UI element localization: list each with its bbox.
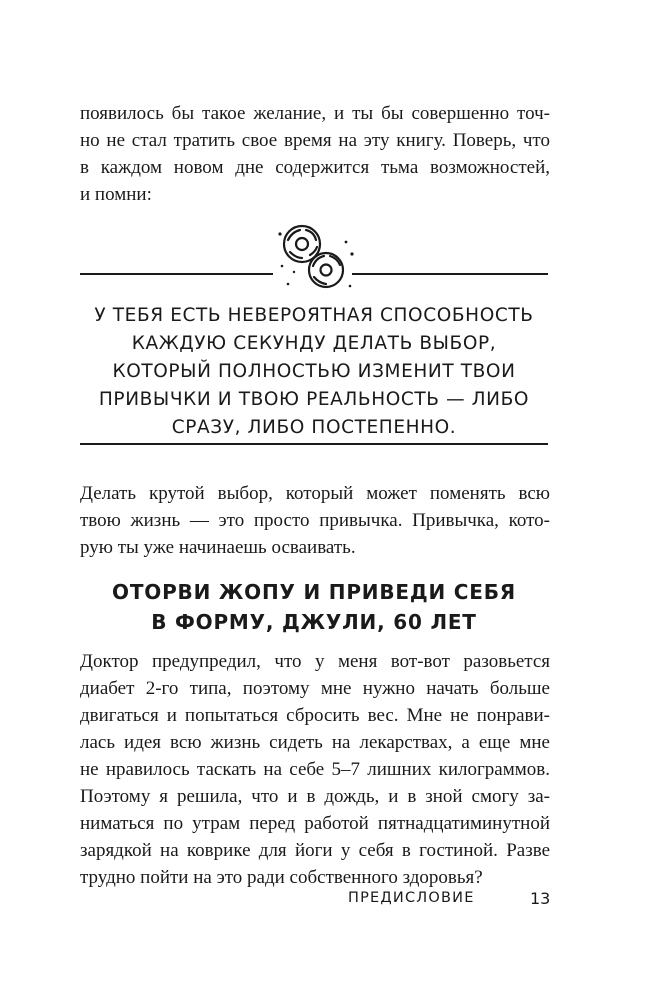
text-line: диабет 2-го типа, поэтому мне нужно начать больше [80, 678, 550, 699]
heading-line: В ФОРМУ, ДЖУЛИ, 60 ЛЕТ [151, 610, 477, 634]
text-line: ниматься по утрам перед работой пятнадцатиминутной [80, 813, 550, 834]
text-line: зарядкой на коврике для йоги у себя в гостиной. Разве [80, 840, 550, 861]
quote-line: КОТОРЫЙ ПОЛНОСТЬЮ ИЗМЕНИТ ТВОИ [112, 361, 516, 382]
quote-line: ПРИВЫЧКИ И ТВОЮ РЕАЛЬНОСТЬ — ЛИБО [98, 389, 530, 410]
text-line: рую ты уже начинаешь осваивать. [80, 537, 356, 558]
highlight-quote [80, 302, 548, 442]
text-line: Делать крутой выбор, который может поменять всю [80, 483, 550, 504]
page-number: 13 [530, 889, 551, 908]
paragraph-intro [80, 100, 550, 208]
paragraph-choice [80, 480, 550, 561]
heading-line: ОТОРВИ ЖОПУ И ПРИВЕДИ СЕБЯ [112, 580, 516, 604]
quote-line: КАЖДУЮ СЕКУНДУ ДЕЛАТЬ ВЫБОР, [131, 333, 497, 354]
paragraph-story [80, 648, 550, 891]
quote-line: СРАЗУ, ЛИБО ПОСТЕПЕННО. [171, 417, 457, 438]
quote-line: У ТЕБЯ ЕСТЬ НЕВЕРОЯТНАЯ СПОСОБНОСТЬ [94, 305, 534, 326]
text-line: но не стал тратить свое время на эту книгу. Поверь, что [80, 130, 550, 151]
text-line: Доктор предупредил, что у меня вот-вот разовьется [80, 651, 550, 672]
text-line: трудно пойти на это ради собственного здоровья? [80, 867, 483, 888]
divider-bottom [80, 443, 548, 445]
donuts-icon [270, 220, 358, 298]
divider-top-left [80, 273, 273, 275]
text-line: лась идея всю жизнь сидеть на лекарствах, а еще мне [80, 732, 550, 753]
section-heading [80, 577, 548, 637]
running-footer-section: ПРЕДИСЛОВИЕ [348, 890, 475, 906]
text-line: появилось бы такое желание, и ты бы совершенно точ- [80, 103, 550, 124]
text-line: в каждом новом дне содержится тьма возможностей, [80, 157, 550, 178]
text-line: твою жизнь — это просто привычка. Привычка, кото- [80, 510, 550, 531]
divider-top-right [352, 273, 548, 275]
text-line: не нравилось таскать на себе 5–7 лишних килограммов. [80, 759, 550, 780]
text-line: двигаться и попытаться сбросить вес. Мне не понрави- [80, 705, 550, 726]
text-line: Поэтому я решила, что и в дождь, и в зной смогу за- [80, 786, 550, 807]
text-line: и помни: [80, 184, 152, 205]
